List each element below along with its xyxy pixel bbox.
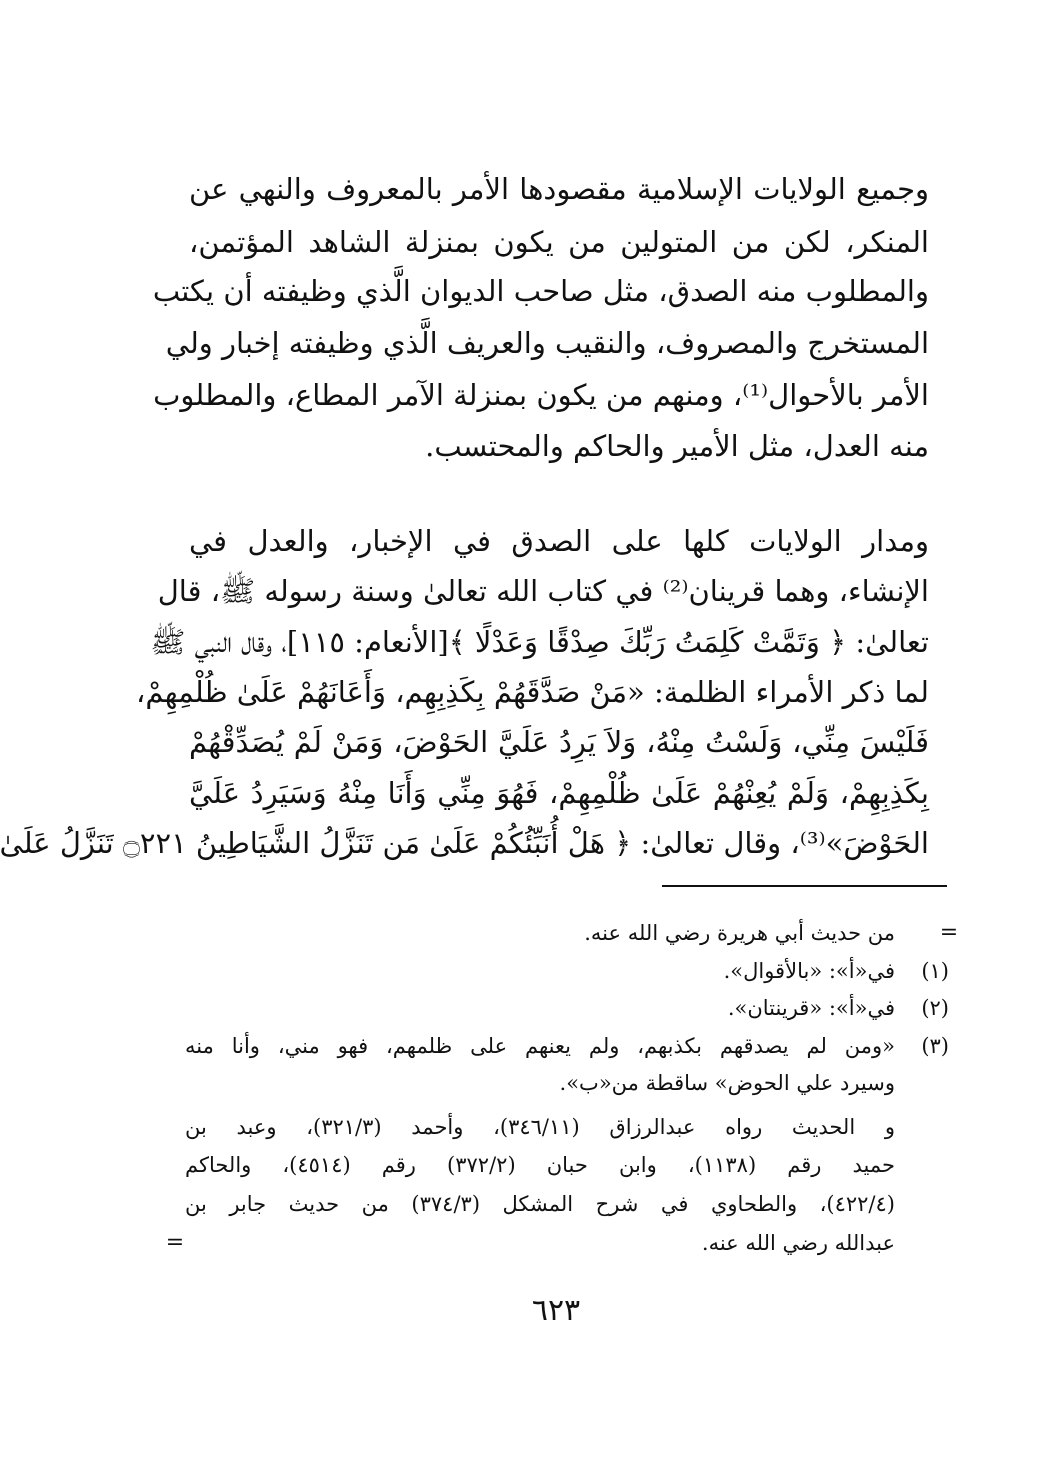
footnote-number: (٣): [921, 1034, 949, 1058]
footnote-separator: [662, 885, 947, 887]
paragraph-2-line: ومدار الولايات كلها على الصدق في الإخبار، والعدل في: [189, 524, 929, 558]
continuation-end-mark: =: [165, 1230, 185, 1255]
footnote-text: و الحديث رواه عبدالرزاق (٣٤٦/١١)، وأحمد (٣٢١/٣)، وعبد بن: [185, 1115, 895, 1139]
paragraph-2-line: لما ذكر الأمراء الظلمة: «مَنْ صَدَّقَهُمْ بِكَذِبِهِم، وَأَعَانَهُمْ عَلَىٰ ظُلْمِهِمْ،: [136, 675, 929, 709]
paragraph-1-line: وجميع الولايات الإسلامية مقصودها الأمر بالمعروف والنهي عن: [189, 172, 929, 206]
continuation-mark: =: [939, 920, 959, 945]
paragraph-1-line: الأمر بالأحوال⁽¹⁾، ومنهم من يكون بمنزلة الآمر المطاع، والمطلوب: [153, 378, 929, 412]
footnote-text: (٤٢٢/٤)، والطحاوي في شرح المشكل (٣٧٤/٣) من حديث جابر بن: [185, 1192, 895, 1216]
paragraph-1-line: المستخرج والمصروف، والنقيب والعريف الَّذي وظيفته إخبار ولي: [165, 326, 929, 360]
paragraph-2-line: فَلَيْسَ مِنِّي، وَلَسْتُ مِنْهُ، وَلاَ يَرِدُ عَلَيَّ الحَوْضَ، وَمَنْ لَمْ يُصَدِّقْهُمْ: [189, 725, 929, 759]
footnote-text: عبدالله رضي الله عنه.: [701, 1231, 895, 1255]
footnote-text: في«أ»: «قرينتان».: [727, 996, 895, 1020]
paragraph-2-line: بِكَذِبِهِمْ، وَلَمْ يُعِنْهُمْ عَلَىٰ ظُلْمِهِمْ، فَهُوَ مِنِّي وَأَنَا مِنْهُ وَسَيَرِدُ عَلَيَّ: [189, 776, 929, 810]
footnote-text: وسيرد علي الحوض» ساقطة من«ب».: [559, 1071, 895, 1095]
footnote-text: «ومن لم يصدقهم بكذبهم، ولم يعنهم على ظلمهم، فهو مني، وأنا منه: [185, 1034, 895, 1058]
paragraph-1-line: منه العدل، مثل الأمير والحاكم والمحتسب.: [425, 429, 929, 463]
footnote-text: حميد رقم (١١٣٨)، وابن حبان (٣٧٢/٢) رقم (٤٥١٤)، والحاكم: [185, 1153, 895, 1177]
footnote-number: (١): [921, 959, 949, 983]
paragraph-1-line: والمطلوب منه الصدق، مثل صاحب الديوان الَّذي وظيفته أن يكتب: [152, 274, 929, 308]
paragraph-1-line: المنكر، لكن من المتولين من يكون بمنزلة الشاهد المؤتمن،: [189, 225, 929, 259]
page-number: ٦٢٣: [531, 1293, 581, 1328]
paragraph-2-line: تعالىٰ: ﴿ وَتَمَّتْ كَلِمَتُ رَبِّكَ صِدْقًا وَعَدْلًا ﴾[الأنعام: ١١٥]، وقال النبي ﷺ: [150, 625, 929, 659]
footnote-number: (٢): [921, 996, 949, 1020]
footnote-text: في«أ»: «بالأقوال».: [723, 959, 895, 983]
footnote-continuation-text: من حديث أبي هريرة رضي الله عنه.: [584, 921, 895, 945]
paragraph-2-line: الحَوْضَ»⁽³⁾، وقال تعالىٰ: ﴿ هَلْ أُنَبِّئُكُمْ عَلَىٰ مَن تَنَزَّلُ الشَّيَاطِينُ ۝٢٢١ تَنَزَّلُ عَلَىٰ: [0, 826, 929, 860]
paragraph-2-line: الإنشاء، وهما قرينان⁽²⁾ في كتاب الله تعالىٰ وسنة رسوله ﷺ، قال: [157, 574, 929, 608]
